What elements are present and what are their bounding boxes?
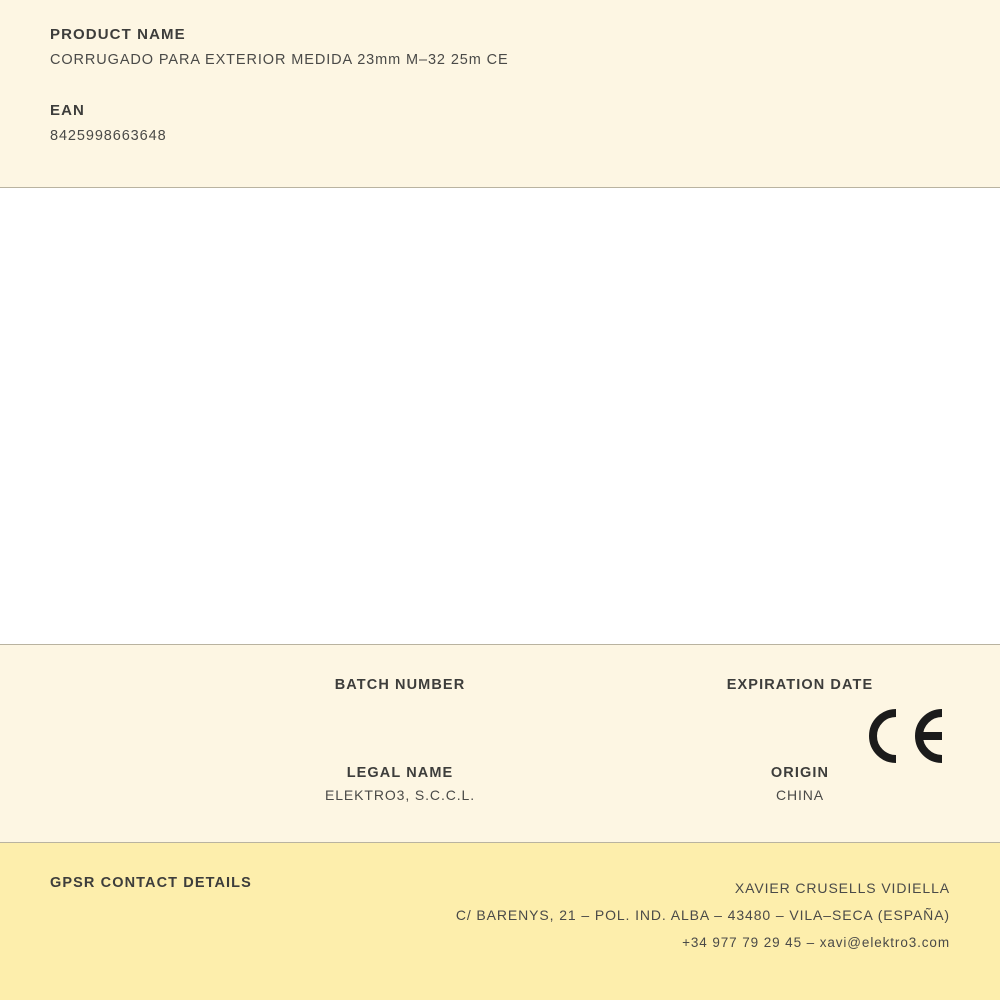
expiration-date-label: EXPIRATION DATE	[726, 677, 874, 693]
gpsr-contact-address: C/ BARENYS, 21 – POL. IND. ALBA – 43480 – VILA–SECA (ESPAÑA)	[455, 907, 950, 923]
details-row-legal	[0, 717, 1000, 805]
product-image-area	[0, 188, 1000, 645]
grid-spacer-left	[0, 677, 200, 717]
product-name-value: CORRUGADO PARA EXTERIOR MEDIDA 23mm M–32 25m CE	[50, 52, 509, 68]
gpsr-contact-phone-email: +34 977 79 29 45 – xavi@elektro3.com	[682, 935, 950, 950]
gpsr-contact-name: XAVIER CRUSELLS VIDIELLA	[734, 880, 950, 896]
product-name-label: PRODUCT NAME	[50, 26, 186, 43]
product-details-block	[0, 645, 1000, 843]
product-info-block	[0, 0, 1000, 188]
grid-spacer-left-2	[0, 765, 200, 805]
origin-label: ORIGIN	[770, 765, 830, 781]
origin-cell	[600, 765, 1000, 805]
gpsr-contact-block	[0, 843, 1000, 1000]
details-row-batch	[0, 645, 1000, 717]
ean-value: 8425998663648	[50, 128, 167, 144]
gpsr-contact-details	[456, 875, 950, 956]
batch-number-label: BATCH NUMBER	[334, 677, 466, 693]
batch-number-cell	[200, 677, 600, 717]
origin-value: CHINA	[775, 787, 825, 803]
field-spacer	[50, 68, 950, 102]
legal-name-label: LEGAL NAME	[346, 765, 454, 781]
batch-number-value	[200, 699, 600, 717]
ce-mark-icon	[858, 705, 948, 767]
gpsr-contact-label: GPSR CONTACT DETAILS	[50, 875, 252, 891]
legal-name-value: ELEKTRO3, S.C.C.L.	[324, 787, 476, 803]
ean-label: EAN	[50, 102, 85, 119]
legal-name-cell	[200, 765, 600, 805]
